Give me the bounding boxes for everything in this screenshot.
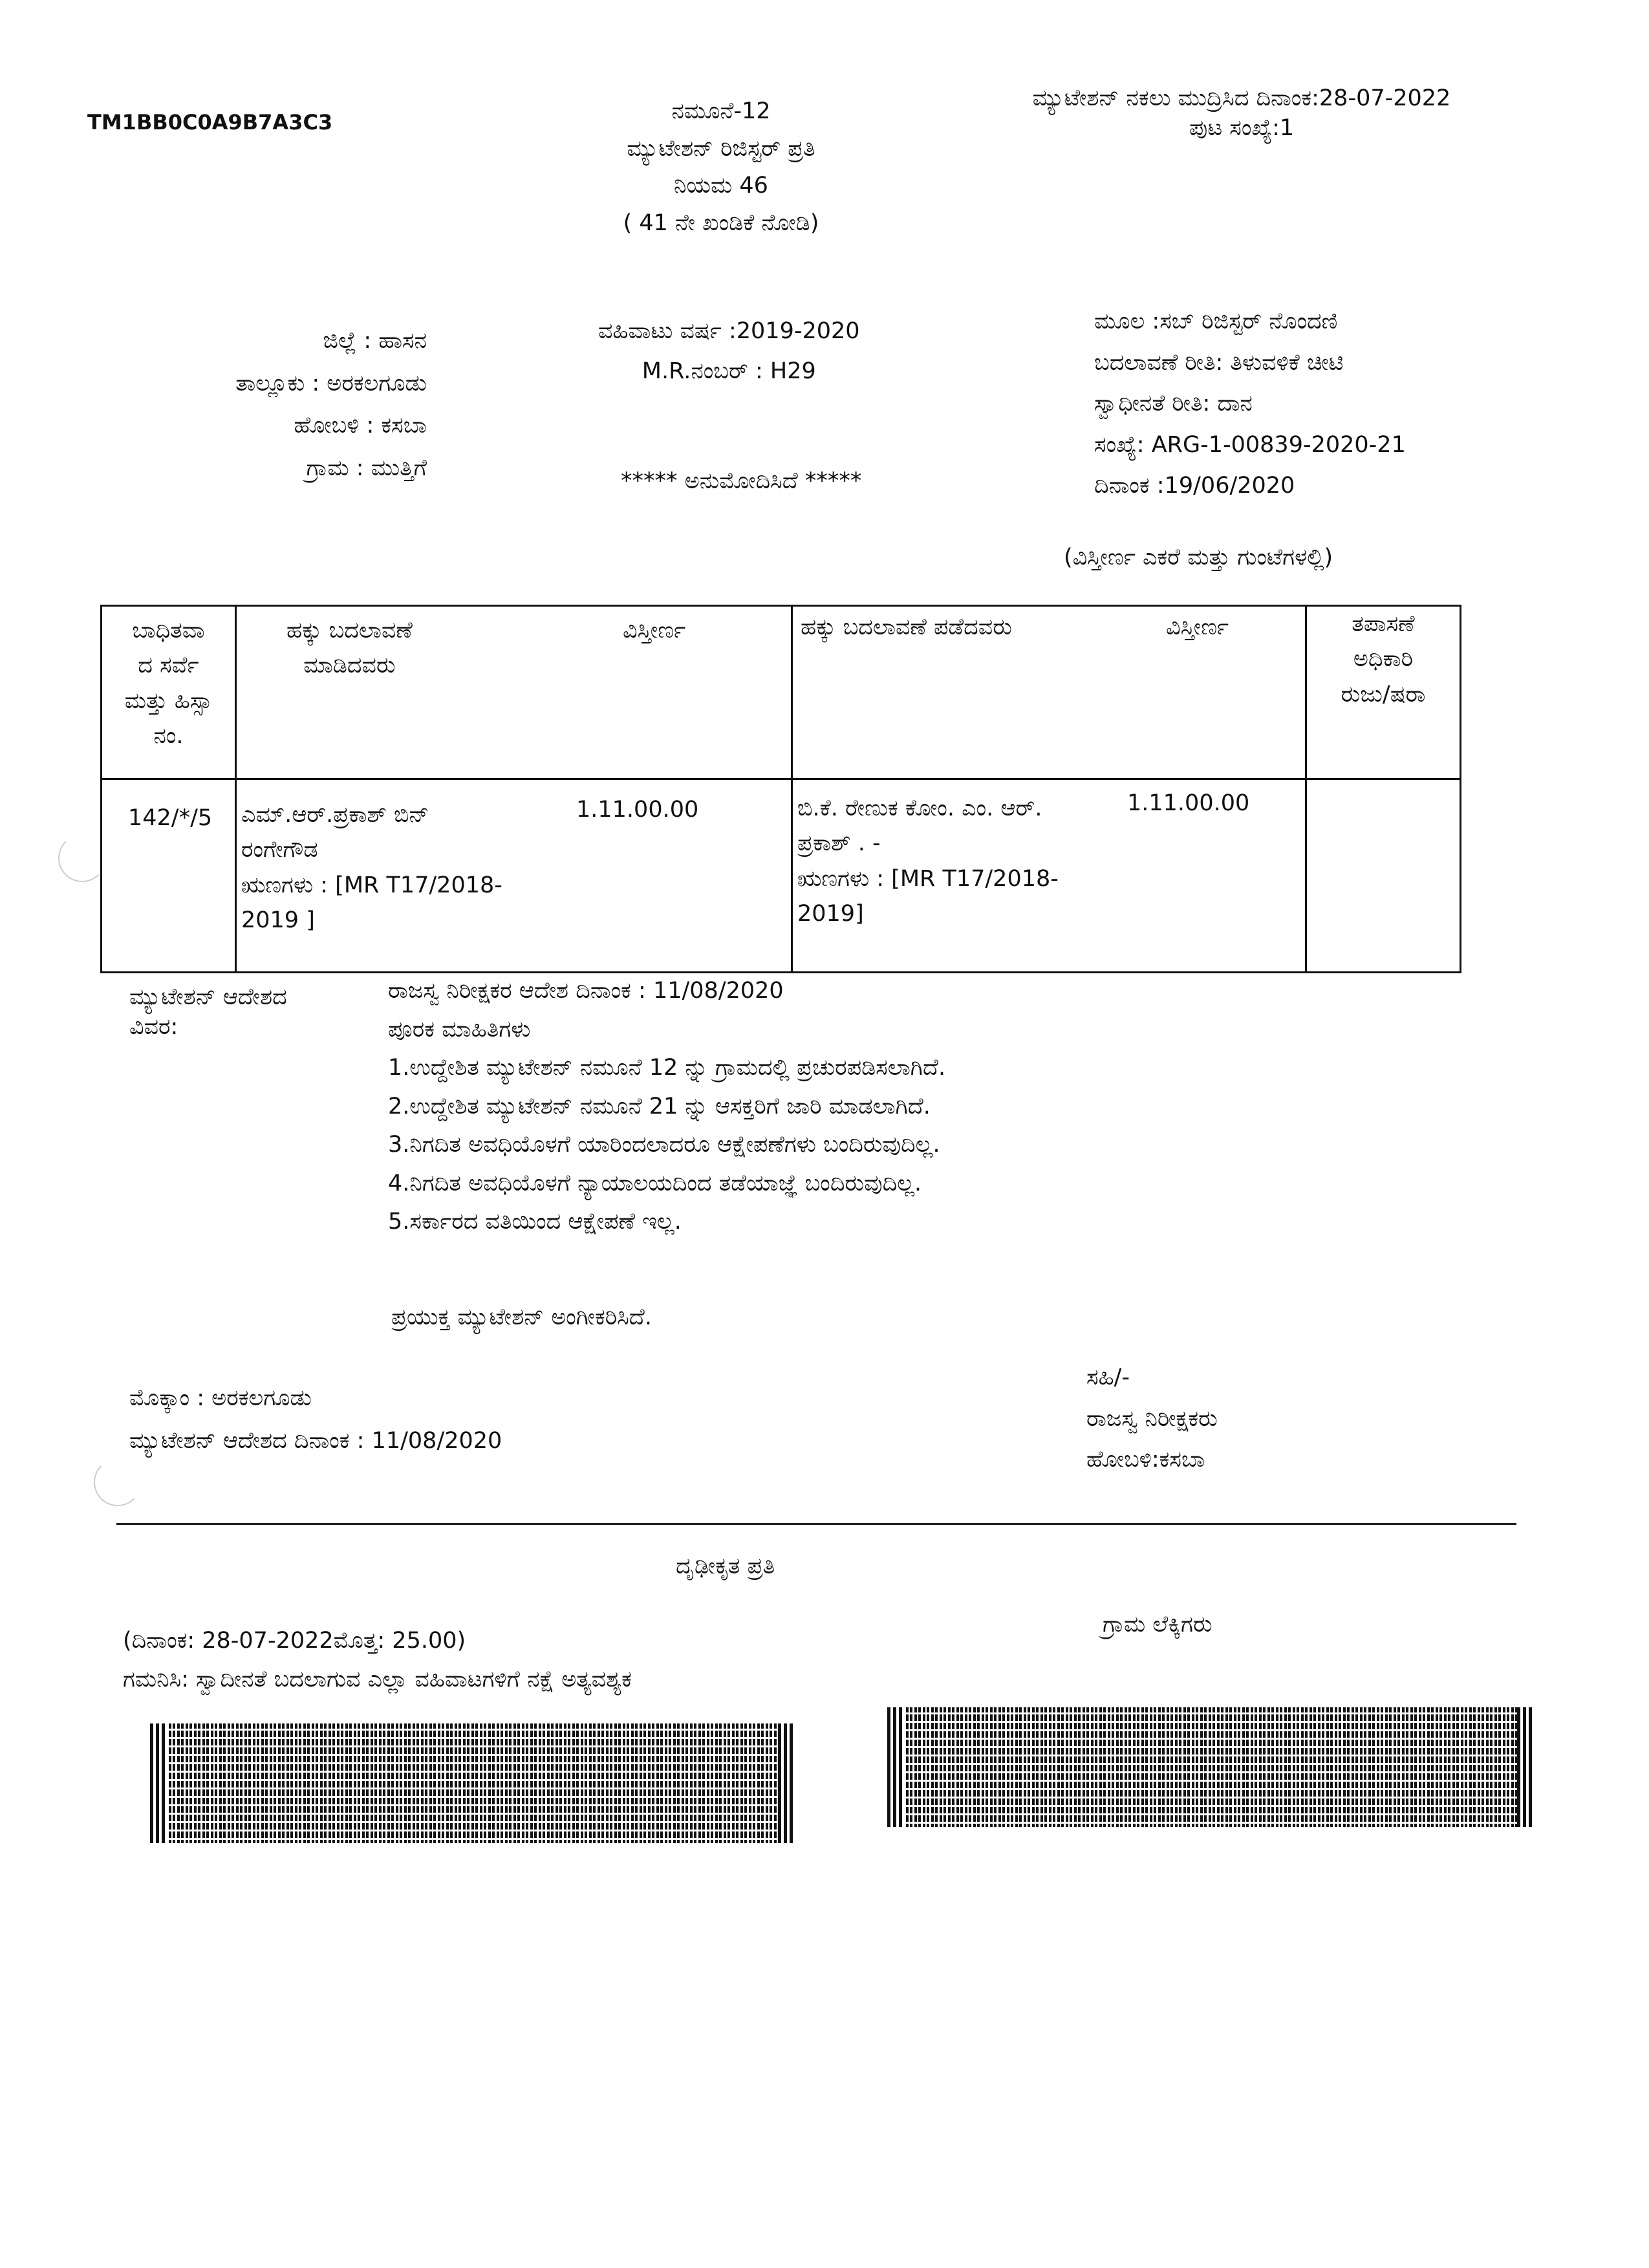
registration-date: ದಿನಾಂಕ :19/06/2020 <box>1094 473 1295 499</box>
source-origin: ಮೂಲ :ಸಬ್ ರಿಜಿಸ್ಟರ್ ನೊಂದಣಿ <box>1094 308 1338 334</box>
mutation-order-details <box>388 977 945 1246</box>
form-number: ನಮೂನೆ-12 <box>671 98 771 124</box>
transferor-area: 1.11.00.00 <box>576 797 699 823</box>
header-area-1: ವಿಸ್ತೀರ್ಣ <box>623 618 686 643</box>
remark-item: 3.ನಿಗದಿತ ಅವಧಿಯೊಳಗೆ ಯಾರಿಂದಲಾದರೂ ಆಕ್ಷೇಪಣೆಗಳು ಬಂದಿರುವುದಿಲ್ಲ. <box>388 1132 940 1158</box>
revenue-inspector-order-date: ರಾಜಸ್ವ ನಿರೀಕ್ಷಕರ ಆದೇಶ ದಿನಾಂಕ : 11/08/2020 <box>388 978 784 1004</box>
header-transferor: ಹಕ್ಕು ಬದಲಾವಣೆ ಮಾಡಿದವರು <box>286 618 413 679</box>
district: ಜಿಲ್ಲೆ : ಹಾಸನ <box>323 328 427 354</box>
office-block <box>129 1384 502 1469</box>
barcode-right <box>887 1707 1534 1827</box>
possession-mode: ಸ್ವಾಧೀನತೆ ರೀತಿ: ದಾನ <box>1094 391 1253 416</box>
supplementary-title: ಪೂರಕ ಮಾಹಿತಿಗಳು <box>388 1016 531 1042</box>
mutation-accepted: ಪ್ರಯುಕ್ತ ಮ್ಯುಟೇಶನ್ ಅಂಗೀಕರಿಸಿದೆ. <box>391 1304 652 1330</box>
change-mode: ಬದಲಾವಣೆ ರೀತಿ: ತಿಳುವಳಿಕೆ ಚೀಟಿ <box>1094 349 1344 376</box>
mutation-table <box>100 605 1461 973</box>
header-area-2: ವಿಸ್ತೀರ್ಣ <box>1166 614 1229 640</box>
location-block <box>155 327 427 496</box>
barcode-left <box>150 1723 795 1843</box>
mr-number: M.R.ನಂಬರ್ : H29 <box>641 358 816 384</box>
header-transferee: ಹಕ್ಕು ಬದಲಾವಣೆ ಪಡೆದವರು <box>801 614 1012 640</box>
mutation-order-date: ಮ್ಯುಟೇಶನ್ ಆದೇಶದ ದಿನಾಂಕ : 11/08/2020 <box>129 1427 502 1454</box>
transferor-details: ಎಮ್.ಆರ್.ಪ್ರಕಾಶ್ ಬಿನ್ ರಂಗೇಗೌಡ ಋಣಗಳು : [MR T17/2018- 2019 ] <box>241 802 502 933</box>
punch-hole-mark <box>58 834 106 882</box>
print-info-block <box>957 84 1526 143</box>
printed-date: ಮ್ಯುಟೇಶನ್ ನಕಲು ಮುದ್ರಿಸಿದ ದಿನಾಂಕ:28-07-2022 <box>1032 85 1451 111</box>
document-id: TM1BB0C0A9B7A3C3 <box>87 110 333 135</box>
certified-date-fee: (ದಿನಾಂಕ: 28-07-2022ಮೊತ್ತ: 25.00) <box>123 1628 466 1654</box>
rule-number: ನಿಯಮ 46 <box>674 173 768 199</box>
source-block <box>1094 307 1406 513</box>
punch-hole-mark <box>94 1458 142 1506</box>
approval-status: ***** ಅನುಮೋದಿಸಿದೆ ***** <box>621 468 862 494</box>
divider <box>116 1523 1516 1525</box>
signature-block <box>1086 1363 1218 1487</box>
clause-note: ( 41 ನೇ ಖಂಡಿಕೆ ನೋಡಿ) <box>623 210 819 236</box>
register-title: ಮ್ಯುಟೇಶನ್ ರಿಜಿಸ್ಟರ್ ಪ್ರತಿ <box>627 135 815 162</box>
footer-info <box>123 1626 632 1703</box>
units-note: (ವಿಸ್ತೀರ್ಣ ಎಕರೆ ಮತ್ತು ಗುಂಟೆಗಳಲ್ಲಿ) <box>1064 545 1333 570</box>
remark-item: 2.ಉದ್ದೇಶಿತ ಮ್ಯುಟೇಶನ್ ನಮೂನೆ 21 ನ್ನು ಆಸಕ್ತರಿಗೆ ಜಾರಿ ಮಾಡಲಾಗಿದೆ. <box>388 1093 931 1119</box>
taluk: ತಾಲ್ಲೂಕು : ಅರಕಲಗೂಡು <box>235 370 427 396</box>
transferee-details: ಬಿ.ಕೆ. ರೇಣುಕ ಕೋಂ. ಎಂ. ಆರ್. ಪ್ರಕಾಶ್ . - ಋಣಗಳು : [MR T17/2018- 2019] <box>797 795 1059 927</box>
transferee-area: 1.11.00.00 <box>1127 790 1250 816</box>
mutation-order-label: ಮ್ಯುಟೇಶನ್ ಆದೇಶದ ವಿವರ: <box>129 984 287 1040</box>
header-officer: ತಪಾಸಣೆ ಅಧಿಕಾರಿ ರುಜು/ಷರಾ <box>1341 611 1426 707</box>
remark-item: 5.ಸರ್ಕಾರದ ವತಿಯಿಂದ ಆಕ್ಷೇಪಣೆ ಇಲ್ಲ. <box>388 1209 682 1235</box>
village: ಗ್ರಾಮ : ಮುತ್ತಿಗೆ <box>306 455 427 481</box>
remark-item: 4.ನಿಗದಿತ ಅವಧಿಯೊಳಗೆ ನ್ಯಾಯಾಲಯದಿಂದ ತಡೆಯಾಜ್ಞೆ ಬಂದಿರುವುದಿಲ್ಲ. <box>388 1170 922 1196</box>
camp-place: ಮೊಕ್ಕಾಂ : ಅರಕಲಗೂಡು <box>129 1385 312 1411</box>
remark-item: 1.ಉದ್ದೇಶಿತ ಮ್ಯುಟೇಶನ್ ನಮೂನೆ 12 ನ್ನು ಗ್ರಾಮದಲ್ಲಿ ಪ್ರಚುರಪಡಿಸಲಾಗಿದೆ. <box>388 1055 946 1081</box>
signature: ಸಹಿ/- <box>1086 1365 1130 1390</box>
registration-number: ಸಂಖ್ಯೆ: ARG-1-00839-2020-21 <box>1094 431 1406 458</box>
signatory-hobli: ಹೋಬಳಿ:ಕಸಬಾ <box>1086 1447 1205 1473</box>
header-survey: ಬಾಧಿತವಾ ದ ಸರ್ವೆ ಮತ್ತು ಹಿಸ್ಸಾ ನಂ. <box>124 618 213 749</box>
certified-copy-title: ದೃಢೀಕೃತ ಪ್ರತಿ <box>676 1553 775 1579</box>
signatory-designation: ರಾಜಸ್ವ ನಿರೀಕ್ಷಕರು <box>1086 1405 1218 1432</box>
survey-number: 142/*/5 <box>128 805 213 831</box>
village-accountant: ಗ್ರಾಮ ಲೆಕ್ಕಿಗರು <box>1103 1612 1212 1637</box>
form-title-block <box>563 97 879 246</box>
page-number: ಪುಟ ಸಂಖ್ಯೆ:1 <box>1189 114 1295 141</box>
record-block <box>598 317 860 396</box>
transaction-year: ವಹಿವಾಟು ವರ್ಷ :2019-2020 <box>598 318 860 344</box>
footer-note: ಗಮನಿಸಿ: ಸ್ವಾದೀನತೆ ಬದಲಾಗುವ ಎಲ್ಲಾ ವಹಿವಾಟಗಳಿಗೆ ನಕ್ಷೆ ಅತ್ಯವಶ್ಯಕ <box>123 1666 632 1692</box>
hobli: ಹೋಬಳಿ : ಕಸಬಾ <box>294 413 427 438</box>
